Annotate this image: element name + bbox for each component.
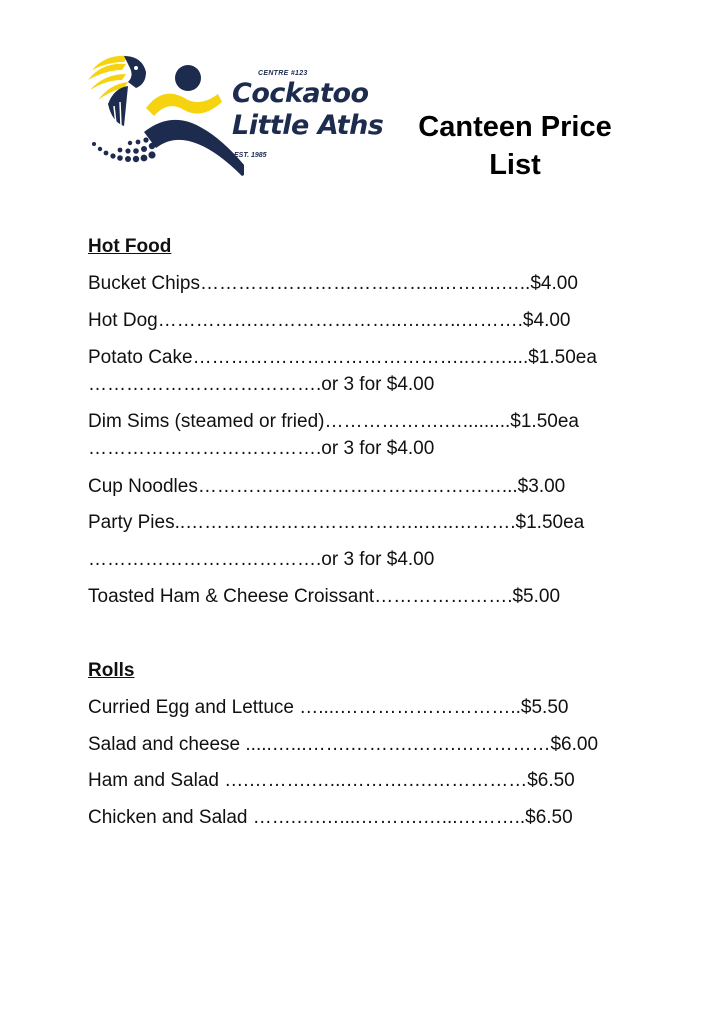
section-heading-hot-food: Hot Food [88, 236, 172, 257]
logo-name-line1: Cockatoo [232, 78, 369, 109]
cockatoo-runner-icon [84, 48, 244, 178]
menu-item: Salad and cheese .....…...…….……….…….……………$6.00 [88, 734, 599, 755]
menu-item: Cup Noodles…………………………………………...$3.00 [88, 476, 566, 497]
menu-item: Ham and Salad ….……….…...……….….……………$6.50 [88, 770, 575, 791]
menu-item: Party Pies..………………………………..…..……….$1.50ea [88, 512, 585, 533]
logo-centre-text: CENTRE #123 [258, 70, 308, 77]
menu-item-continuation: ……………………………….or 3 for $4.00 [88, 374, 435, 395]
menu-item: Toasted Ham & Cheese Croissant………………….$5.00 [88, 586, 561, 607]
page-title-line1: Canteen Price [418, 111, 612, 143]
logo-est-text: EST. 1985 [234, 152, 267, 159]
menu-item: Curried Egg and Lettuce …....………………………..$5.50 [88, 697, 569, 718]
menu-item: Hot Dog…………….…………………..…..…..……….$4.00 [88, 310, 571, 331]
menu-item-continuation: ……………………………….or 3 for $4.00 [88, 549, 435, 570]
menu-item: Potato Cake……………………………………..……....$1.50ea [88, 347, 597, 368]
section-heading-rolls: Rolls [88, 660, 135, 681]
logo-name [232, 78, 383, 142]
club-logo [84, 48, 394, 178]
menu-item: Dim Sims (steamed or fried)……………….….........$1.50ea [88, 411, 579, 432]
page-title-line2: List [489, 149, 541, 181]
menu-item-continuation: ……………………………….or 3 for $4.00 [88, 438, 435, 459]
menu-item: Bucket Chips………………………………..……….…..$4.00 [88, 273, 578, 294]
menu-item: Chicken and Salad …….….…....……….…...………..$6.50 [88, 807, 573, 828]
page-title [404, 108, 626, 184]
logo-name-line2: Little Aths [232, 110, 384, 141]
